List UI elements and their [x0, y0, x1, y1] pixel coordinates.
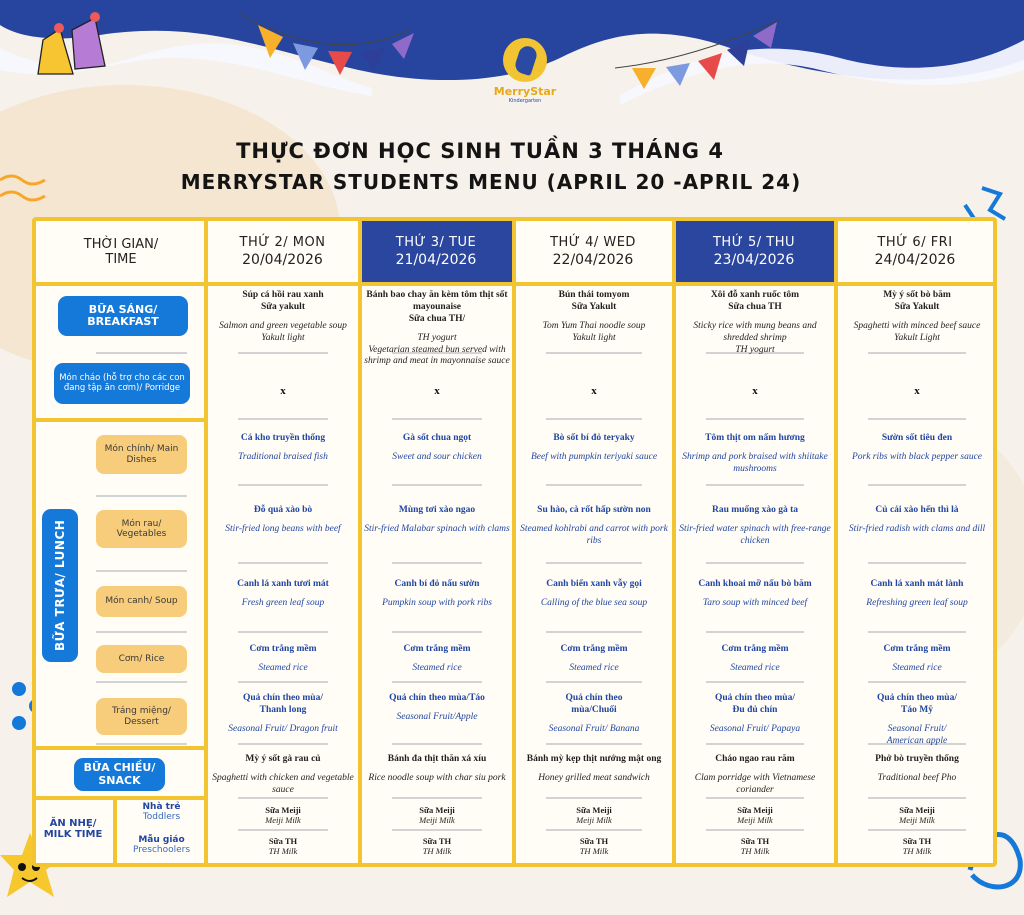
milk-preschool-cell	[364, 836, 510, 856]
row-separator	[546, 484, 642, 486]
dish-name-vi: Xôi đỗ xanh ruốc tôm Sữa chua TH	[710, 290, 800, 312]
dish-name-en: Traditional braised fish	[238, 451, 328, 462]
main-cell	[678, 433, 832, 476]
label-soup: Món canh/ Soup	[96, 586, 187, 617]
rice-cell	[364, 644, 510, 675]
row-separator	[706, 681, 804, 683]
main-cell	[210, 433, 356, 464]
label-toddlers	[119, 802, 204, 823]
row-separator	[392, 829, 482, 831]
row-separator	[392, 681, 482, 683]
milk-name-en: TH Milk	[422, 846, 452, 857]
label-separator	[96, 681, 187, 683]
milk-name-vi: Sữa TH	[422, 836, 452, 846]
milk-name-en: TH Milk	[740, 846, 770, 857]
milk-name-vi: Sữa TH	[740, 836, 770, 846]
day-date: 24/04/2026	[874, 252, 956, 268]
row-separator	[546, 829, 642, 831]
snack-cell	[840, 754, 994, 785]
milk-preschool-cell	[840, 836, 994, 856]
row-separator	[238, 681, 328, 683]
dessert-cell	[518, 693, 670, 736]
brand-logo	[490, 38, 560, 104]
soup-cell	[364, 579, 510, 610]
day-label: THỨ 6/ FRI	[877, 235, 953, 250]
label-milk-time: ĂN NHẸ/ MILK TIME	[43, 817, 103, 840]
milk-name-en: Meiji Milk	[419, 815, 455, 826]
veg-cell	[840, 505, 994, 536]
dish-name-vi: Canh lá xanh tươi mát	[237, 579, 329, 589]
toddlers-en: Toddlers	[142, 812, 181, 823]
dish-name-vi: Bò sốt bí đỏ teryaky	[553, 433, 635, 443]
header-divider	[36, 282, 997, 286]
dish-name-en: Seasonal Fruit/ American apple	[886, 723, 948, 746]
dish-name-en: Seasonal Fruit/ Dragon fruit	[228, 723, 338, 734]
milk-name-vi: Sữa TH	[579, 836, 609, 846]
time-header	[36, 221, 206, 282]
dish-name-vi: Su hào, cà rốt hấp sườn non	[537, 505, 651, 515]
row-separator	[546, 418, 642, 420]
day-header-friday	[836, 221, 994, 282]
row-separator	[868, 797, 966, 799]
milk-name-vi: Sữa TH	[902, 836, 932, 846]
dish-name-vi: Quả chín theo mùa/Táo	[389, 693, 485, 703]
row-separator	[546, 743, 642, 745]
rice-cell	[840, 644, 994, 675]
soup-cell	[678, 579, 832, 610]
day-header-tuesday	[360, 221, 512, 282]
label-separator	[96, 743, 187, 745]
row-divider	[36, 796, 208, 800]
brand-subtitle: Kindergarten	[508, 98, 542, 104]
row-separator	[238, 352, 328, 354]
day-date: 20/04/2026	[242, 252, 323, 268]
dish-name-en: Clam porridge with Vietnamese coriander	[694, 772, 816, 795]
dish-name-vi: Phở bò truyền thống	[875, 754, 959, 764]
dish-name-vi: Cơm trắng mềm	[721, 644, 789, 654]
dish-name-en: TH yogurt Vegetarian steamed bun served with shrimp and meat in mayonnaise sauce	[364, 332, 510, 367]
merrystar-logo-icon	[503, 38, 547, 82]
decorative-dot	[12, 682, 26, 696]
dish-name-en: Fresh green leaf soup	[241, 597, 325, 608]
dessert-cell	[840, 693, 994, 748]
page-title-vi: THỰC ĐƠN HỌC SINH TUẦN 3 THÁNG 4	[236, 139, 724, 163]
decorative-dot	[12, 716, 26, 730]
label-separator	[96, 495, 187, 497]
row-separator	[868, 352, 966, 354]
dish-name-en: Steamed rice	[569, 662, 619, 673]
dish-name-vi: Cơm trắng mềm	[560, 644, 628, 654]
preschoolers-vi: Mẫu giáo	[138, 835, 185, 845]
day-header-wednesday	[514, 221, 672, 282]
row-separator	[706, 797, 804, 799]
row-separator	[868, 681, 966, 683]
dish-name-vi: Rau muống xào gà ta	[711, 505, 799, 515]
label-separator	[96, 631, 187, 633]
breakfast-cell	[364, 290, 510, 368]
main-cell	[518, 433, 670, 464]
snack-cell	[678, 754, 832, 797]
dish-name-en: Refreshing green leaf soup	[866, 597, 968, 608]
column-divider	[834, 221, 838, 867]
dish-name-en: Pumpkin soup with pork ribs	[382, 597, 492, 608]
milk-name-en: Meiji Milk	[576, 815, 612, 826]
row-separator	[546, 631, 642, 633]
dish-name-en: Stir-fried water spinach with free-range chicken	[679, 523, 831, 546]
dish-name-vi: Canh bí đỏ nấu sườn	[394, 579, 480, 589]
label-main-dishes: Món chính/ Main Dishes	[96, 435, 187, 474]
soup-cell	[840, 579, 994, 610]
row-separator	[868, 418, 966, 420]
main-cell	[364, 433, 510, 464]
main-cell	[840, 433, 994, 464]
dish-name-en: Spaghetti with chicken and vegetable sauce	[212, 772, 354, 795]
milk-toddlers-cell	[364, 805, 510, 825]
row-separator	[706, 631, 804, 633]
milk-preschool-cell	[210, 836, 356, 856]
rice-cell	[678, 644, 832, 675]
dish-name-vi: Cá kho truyền thống	[240, 433, 326, 443]
dessert-cell	[364, 693, 510, 724]
row-separator	[546, 352, 642, 354]
row-separator	[238, 797, 328, 799]
row-separator	[706, 743, 804, 745]
row-separator	[238, 484, 328, 486]
dish-name-vi: Mỳ ý sốt gà rau củ	[245, 754, 321, 764]
row-separator	[238, 418, 328, 420]
dish-name-en: Stir-fried Malabar spinach with clams	[364, 523, 510, 534]
row-separator	[868, 631, 966, 633]
label-separator	[96, 570, 187, 572]
dessert-cell	[210, 693, 356, 736]
dish-name-vi: Bánh đa thịt thăn xá xíu	[387, 754, 487, 764]
snack-cell	[210, 754, 356, 797]
time-label-en: TIME	[105, 251, 137, 267]
dish-name-en: Seasonal Fruit/ Papaya	[709, 723, 801, 734]
soup-cell	[210, 579, 356, 610]
dish-name-en: Steamed rice	[892, 662, 942, 673]
time-label-vi: THỜI GIAN/	[83, 236, 159, 252]
row-divider	[36, 746, 208, 750]
row-separator	[238, 562, 328, 564]
milk-name-en: TH Milk	[268, 846, 298, 857]
veg-cell	[364, 505, 510, 536]
soup-cell	[518, 579, 670, 610]
row-separator	[706, 484, 804, 486]
row-separator	[546, 797, 642, 799]
row-separator	[392, 562, 482, 564]
brand-name: MerryStar	[493, 85, 557, 98]
row-separator	[238, 743, 328, 745]
row-separator	[546, 681, 642, 683]
dish-name-vi: Mỳ ý sốt bò băm Sữa Yakult	[883, 290, 951, 312]
breakfast-cell	[678, 290, 832, 356]
dessert-cell	[678, 693, 832, 736]
dish-name-en: Beef with pumpkin teriyaki sauce	[530, 451, 658, 462]
dish-name-vi: Gà sốt chua ngọt	[402, 433, 472, 443]
milk-name-vi: Sữa Meiji	[419, 805, 455, 815]
day-label: THỨ 5/ THU	[712, 235, 796, 250]
dish-name-en: Taro soup with minced beef	[702, 597, 808, 608]
milk-preschool-cell	[518, 836, 670, 856]
milk-name-en: Meiji Milk	[737, 815, 773, 826]
row-separator	[392, 631, 482, 633]
dish-name-vi: Củ cải xào hến thì là	[875, 505, 959, 515]
dish-name-vi: Sườn sốt tiêu đen	[881, 433, 953, 443]
row-separator	[706, 829, 804, 831]
dish-name-vi: Mùng tơi xào ngao	[398, 505, 476, 515]
row-separator	[546, 562, 642, 564]
label-vegetables: Món rau/ Vegetables	[96, 510, 187, 548]
day-date: 21/04/2026	[395, 252, 477, 268]
dish-name-vi: Bánh bao chay ăn kèm tôm thịt sốt mayounaise Sữa chua TH/	[366, 290, 508, 324]
milk-name-vi: Sữa Meiji	[576, 805, 612, 815]
dish-name-en: Stir-fried radish with clams and dill	[848, 523, 986, 534]
breakfast-cell	[518, 290, 670, 345]
row-separator	[706, 418, 804, 420]
label-porridge: Món cháo (hỗ trợ cho các con đang tập ăn cơm)/ Porridge	[54, 363, 190, 404]
dish-name-en: Traditional beef Pho	[877, 772, 957, 783]
column-divider	[512, 221, 516, 867]
milk-toddlers-cell	[518, 805, 670, 825]
dish-name-en: Seasonal Fruit/Apple	[396, 711, 478, 722]
label-rice: Cơm/ Rice	[96, 645, 187, 673]
column-divider	[358, 221, 362, 867]
milk-name-en: TH Milk	[579, 846, 609, 857]
dish-name-vi: Cháo ngao rau răm	[715, 754, 795, 764]
dish-name-en: Sweet and sour chicken	[392, 451, 482, 462]
dish-name-en: Rice noodle soup with char siu pork	[368, 772, 506, 783]
day-header-monday	[207, 221, 358, 282]
dish-name-vi: Canh khoai mỡ nấu bò băm	[698, 579, 812, 589]
dish-name-vi: Bánh mỳ kẹp thịt nướng mật ong	[526, 754, 662, 764]
milk-toddlers-cell	[210, 805, 356, 825]
dish-name-vi: Súp cá hồi rau xanh Sữa yakult	[242, 290, 324, 312]
snack-cell	[518, 754, 670, 785]
dish-name-vi: Đỗ quả xào bò	[253, 505, 313, 515]
column-divider	[204, 221, 208, 867]
porridge-cell: x	[280, 385, 286, 397]
day-date: 23/04/2026	[713, 252, 795, 268]
dish-name-vi: Quả chín theo mùa/ Thanh long	[243, 693, 323, 715]
dish-name-vi: Quả chín theo mùa/Chuối	[565, 693, 623, 715]
row-separator	[706, 562, 804, 564]
row-separator	[238, 829, 328, 831]
milk-name-en: Meiji Milk	[899, 815, 935, 826]
day-label: THỨ 2/ MON	[239, 235, 326, 250]
label-separator	[96, 352, 187, 354]
rice-cell	[210, 644, 356, 675]
row-separator	[392, 743, 482, 745]
dish-name-en: Stir-fried long beans with beef	[225, 523, 341, 534]
dish-name-en: Salmon and green vegetable soup Yakult light	[219, 320, 347, 343]
milk-toddlers-cell	[840, 805, 994, 825]
dish-name-vi: Canh lá xanh mát lành	[870, 579, 964, 589]
row-separator	[868, 484, 966, 486]
toddlers-vi: Nhà trẻ	[142, 802, 181, 812]
column-divider	[672, 221, 676, 867]
dish-name-en: Pork ribs with black pepper sauce	[851, 451, 983, 462]
dish-name-vi: Cơm trắng mềm	[883, 644, 951, 654]
milk-name-vi: Sữa Meiji	[265, 805, 301, 815]
row-divider	[36, 418, 208, 422]
row-separator	[392, 418, 482, 420]
label-snack: BỮA CHIỀU/ SNACK	[74, 758, 165, 791]
label-breakfast: BỮA SÁNG/ BREAKFAST	[58, 296, 188, 336]
dish-name-en: Tom Yum Thai noodle soup Yakult light	[542, 320, 646, 343]
row-separator	[392, 797, 482, 799]
dish-name-en: Spaghetti with minced beef sauce Yakult Light	[853, 320, 981, 343]
porridge-cell: x	[591, 385, 597, 397]
dish-name-vi: Cơm trắng mềm	[249, 644, 317, 654]
dish-name-en: Steamed rice	[412, 662, 462, 673]
label-lunch: BỮA TRƯA/ LUNCH	[42, 509, 78, 662]
dish-name-en: Sticky rice with mung beans and shredded shrimp TH yogurt	[693, 320, 817, 355]
dish-name-vi: Bún thái tomyom Sữa Yakult	[558, 290, 630, 312]
day-date: 22/04/2026	[552, 252, 634, 268]
breakfast-cell	[840, 290, 994, 345]
dish-name-en: Shrimp and pork braised with shiitake mushrooms	[682, 451, 828, 474]
milk-divider	[113, 796, 117, 867]
veg-cell	[210, 505, 356, 536]
dish-name-en: Steamed rice	[730, 662, 780, 673]
day-label: THỨ 3/ TUE	[395, 235, 477, 250]
dish-name-vi: Canh biển xanh vẫy gọi	[546, 579, 642, 589]
porridge-cell: x	[914, 385, 920, 397]
row-separator	[392, 484, 482, 486]
milk-name-vi: Sữa TH	[268, 836, 298, 846]
milk-name-vi: Sữa Meiji	[737, 805, 773, 815]
milk-name-en: Meiji Milk	[265, 815, 301, 826]
porridge-cell: x	[752, 385, 758, 397]
dish-name-en: Steamed rice	[258, 662, 308, 673]
rice-cell	[518, 644, 670, 675]
milk-preschool-cell	[678, 836, 832, 856]
label-dessert: Tráng miệng/ Dessert	[96, 698, 187, 735]
snack-cell	[364, 754, 510, 785]
breakfast-cell	[210, 290, 356, 345]
porridge-cell: x	[434, 385, 440, 397]
row-separator	[868, 562, 966, 564]
label-preschoolers	[119, 835, 204, 856]
milk-name-en: TH Milk	[902, 846, 932, 857]
preschoolers-en: Preschoolers	[132, 845, 191, 856]
day-label: THỨ 4/ WED	[550, 235, 636, 250]
milk-toddlers-cell	[678, 805, 832, 825]
dish-name-vi: Quả chín theo mùa/ Táo Mỹ	[877, 693, 957, 715]
dish-name-en: Honey grilled meat sandwich	[538, 772, 650, 783]
milk-name-vi: Sữa Meiji	[899, 805, 935, 815]
dish-name-en: Calling of the blue sea soup	[540, 597, 648, 608]
day-header-thursday	[674, 221, 834, 282]
dish-name-vi: Tôm thịt om nấm hương	[705, 433, 805, 443]
veg-cell	[678, 505, 832, 548]
page-title-en: MERRYSTAR STUDENTS MENU (APRIL 20 -APRIL 24)	[180, 170, 802, 194]
veg-cell	[518, 505, 670, 548]
dish-name-vi: Quả chín theo mùa/ Đu đủ chín	[715, 693, 795, 715]
row-separator	[868, 829, 966, 831]
row-separator	[238, 631, 328, 633]
dish-name-vi: Cơm trắng mềm	[403, 644, 471, 654]
dish-name-en: Seasonal Fruit/ Banana	[548, 723, 640, 734]
dish-name-en: Steamed kohlrabi and carrot with pork ribs	[520, 523, 668, 546]
